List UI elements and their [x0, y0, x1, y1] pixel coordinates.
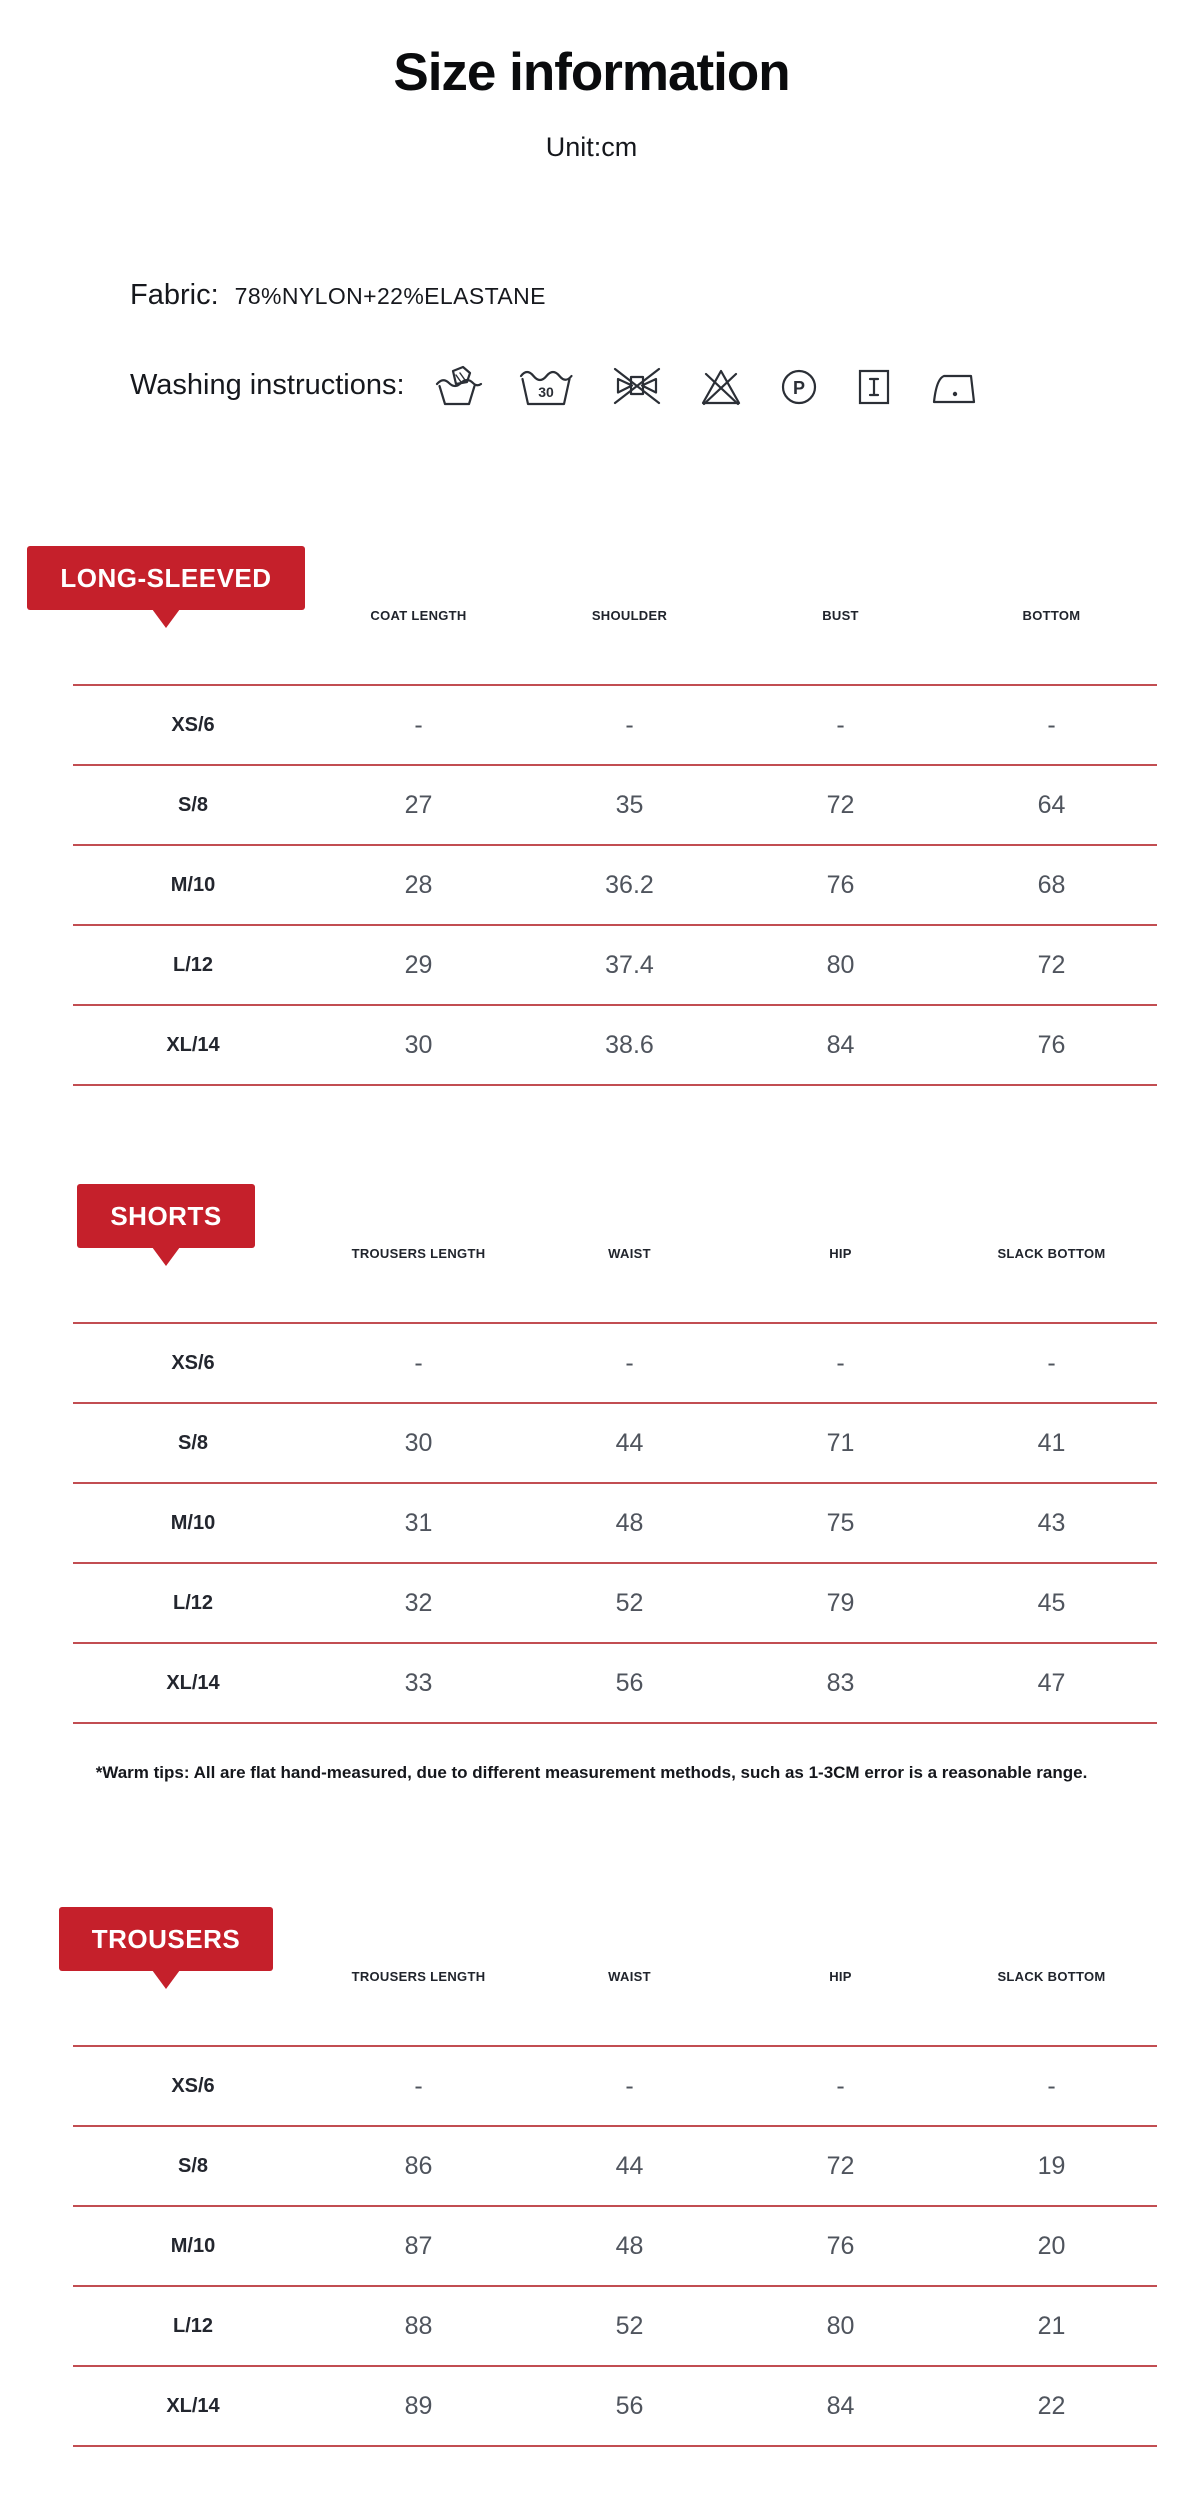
size-label: L/12: [172, 2314, 214, 2337]
measurement-value: 72: [1037, 950, 1066, 979]
fabric-row: [130, 279, 1183, 319]
table-row: [73, 1006, 1157, 1086]
do-not-wring-icon: [609, 362, 665, 408]
size-table-section-trousers: [0, 1907, 1183, 2447]
size-tables-b: [0, 1907, 1183, 2447]
size-table-section-shorts: [0, 1184, 1183, 1724]
iron-low-heat-icon: [927, 362, 979, 408]
table-row: [73, 1484, 1157, 1564]
measurement-value: 76: [1037, 1030, 1066, 1059]
column-header-trousers-length: TROUSERS LENGTH: [351, 1245, 486, 1261]
size-label: S/8: [177, 1431, 209, 1454]
table-row: [73, 1644, 1157, 1724]
category-badge-wrap: [0, 546, 332, 628]
table-rows: [73, 2045, 1157, 2447]
size-label: L/12: [172, 1591, 214, 1614]
measurement-value: -: [1047, 2071, 1056, 2100]
measurement-value: 20: [1037, 2231, 1066, 2260]
measurement-value: 87: [404, 2231, 433, 2260]
measurement-value: 86: [404, 2151, 433, 2180]
category-badge-wrap: [0, 1907, 332, 1989]
table-row: [73, 2367, 1157, 2447]
measurement-value: 35: [615, 790, 644, 819]
measurement-value: 80: [826, 2311, 855, 2340]
size-tables-a: [0, 546, 1183, 1724]
badge-pointer: [152, 609, 180, 628]
size-label: M/10: [170, 1511, 216, 1534]
category-badge-wrap: [0, 1184, 332, 1266]
column-header-bust: BUST: [822, 607, 859, 623]
table-rows: [73, 1322, 1157, 1724]
measurement-value: -: [836, 2071, 845, 2100]
dry-clean-letter: P: [792, 378, 805, 398]
measurement-value: 41: [1037, 1428, 1066, 1457]
table-row: [73, 2287, 1157, 2367]
category-badge: LONG-SLEEVED: [27, 546, 304, 610]
measurement-value: 64: [1037, 790, 1066, 819]
table-row: [73, 1324, 1157, 1404]
measurement-value: 29: [404, 950, 433, 979]
measurement-value: 22: [1037, 2391, 1066, 2420]
size-label: XL/14: [166, 2394, 220, 2417]
column-header-slack-bottom: SLACK BOTTOM: [997, 1245, 1106, 1261]
column-header-waist: WAIST: [608, 1245, 651, 1261]
badge-pointer: [152, 1970, 180, 1989]
measurement-value: 44: [615, 1428, 644, 1457]
measurement-value: 76: [826, 2231, 855, 2260]
washing-instructions-label: Washing instructions:: [130, 368, 405, 401]
table-row: [73, 686, 1157, 766]
drip-dry-icon: [854, 362, 894, 408]
measurement-value: 47: [1037, 1668, 1066, 1697]
care-icons: [431, 362, 979, 408]
measurement-value: 48: [615, 1508, 644, 1537]
column-header-trousers-length: TROUSERS LENGTH: [351, 1968, 486, 1984]
measurement-value: 52: [615, 1588, 644, 1617]
size-label: M/10: [170, 2234, 216, 2257]
measurement-value: -: [836, 1348, 845, 1377]
measurement-value: -: [625, 1348, 634, 1377]
column-header-waist: WAIST: [608, 1968, 651, 1984]
do-not-bleach-icon: [698, 362, 744, 408]
column-header-coat-length: COAT LENGTH: [370, 607, 467, 623]
measurement-value: 30: [404, 1030, 433, 1059]
table-row: [73, 846, 1157, 926]
category-badge: TROUSERS: [59, 1907, 273, 1971]
table-row: [73, 926, 1157, 1006]
size-label: S/8: [177, 2154, 209, 2177]
measurement-value: 80: [826, 950, 855, 979]
fabric-value: 78%NYLON+22%ELASTANE: [234, 283, 546, 309]
size-label: XL/14: [166, 1671, 220, 1694]
measurement-value: -: [414, 710, 423, 739]
category-badge: SHORTS: [77, 1184, 254, 1248]
column-header-shoulder: SHOULDER: [591, 607, 668, 623]
table-row: [73, 1404, 1157, 1484]
size-label: XS/6: [171, 1351, 215, 1374]
measurement-value: 76: [826, 870, 855, 899]
size-label: XS/6: [171, 2074, 215, 2097]
measurement-value: 19: [1037, 2151, 1066, 2180]
column-header-hip: HIP: [829, 1968, 852, 1984]
measurement-value: -: [414, 2071, 423, 2100]
measurement-value: 56: [615, 2391, 644, 2420]
measurement-value: 43: [1037, 1508, 1066, 1537]
column-header-hip: HIP: [829, 1245, 852, 1261]
wash-temp-label: 30: [537, 384, 554, 400]
measurement-value: 72: [826, 790, 855, 819]
badge-pointer: [152, 1247, 180, 1266]
measurement-value: -: [625, 2071, 634, 2100]
measurement-value: 28: [404, 870, 433, 899]
measurement-value: 84: [826, 1030, 855, 1059]
measurement-value: 38.6: [605, 1030, 654, 1059]
table-row: [73, 1564, 1157, 1644]
measurement-value: 75: [826, 1508, 855, 1537]
measurement-value: 89: [404, 2391, 433, 2420]
unit-label: Unit:cm: [545, 132, 638, 162]
measurement-value: 72: [826, 2151, 855, 2180]
measurement-value: 36.2: [605, 870, 654, 899]
measurement-value: 31: [404, 1508, 433, 1537]
wash-30-icon: [516, 362, 576, 408]
column-header-bottom: BOTTOM: [1022, 607, 1081, 623]
measurement-value: 52: [615, 2311, 644, 2340]
measurement-value: 56: [615, 1668, 644, 1697]
page-title: Size information: [393, 43, 790, 102]
table-row: [73, 766, 1157, 846]
measurement-value: 44: [615, 2151, 644, 2180]
measurement-value: -: [1047, 1348, 1056, 1377]
measurement-value: 45: [1037, 1588, 1066, 1617]
measurement-value: 37.4: [605, 950, 654, 979]
fabric-label: Fabric:: [130, 279, 219, 311]
measurement-value: 33: [404, 1668, 433, 1697]
measurement-value: -: [414, 1348, 423, 1377]
size-label: XL/14: [166, 1033, 220, 1056]
hand-wash-icon: [431, 362, 483, 408]
measurement-value: -: [625, 710, 634, 739]
measurement-value: 21: [1037, 2311, 1066, 2340]
size-label: S/8: [177, 793, 209, 816]
size-label: M/10: [170, 873, 216, 896]
measurement-value: -: [1047, 710, 1056, 739]
measurement-value: 88: [404, 2311, 433, 2340]
size-table-section-long-sleeved: [0, 546, 1183, 1086]
measurement-value: 84: [826, 2391, 855, 2420]
measurement-value: -: [836, 710, 845, 739]
measurement-value: 68: [1037, 870, 1066, 899]
size-label: L/12: [172, 953, 214, 976]
table-row: [73, 2207, 1157, 2287]
measurement-value: 30: [404, 1428, 433, 1457]
table-row: [73, 2047, 1157, 2127]
table-rows: [73, 684, 1157, 1086]
measurement-value: 71: [826, 1428, 855, 1457]
measurement-value: 83: [826, 1668, 855, 1697]
dry-clean-p-icon: [777, 362, 821, 408]
measurement-value: 27: [404, 790, 433, 819]
measurement-value: 32: [404, 1588, 433, 1617]
measurement-value: 48: [615, 2231, 644, 2260]
table-row: [73, 2127, 1157, 2207]
size-label: XS/6: [171, 713, 215, 736]
washing-instructions-row: [130, 359, 1183, 411]
warm-tips: *Warm tips: All are flat hand-measured, due to different measurement methods, such as 1-3CM error is a reasonable range.: [95, 1763, 1088, 1782]
measurement-value: 79: [826, 1588, 855, 1617]
column-header-slack-bottom: SLACK BOTTOM: [997, 1968, 1106, 1984]
